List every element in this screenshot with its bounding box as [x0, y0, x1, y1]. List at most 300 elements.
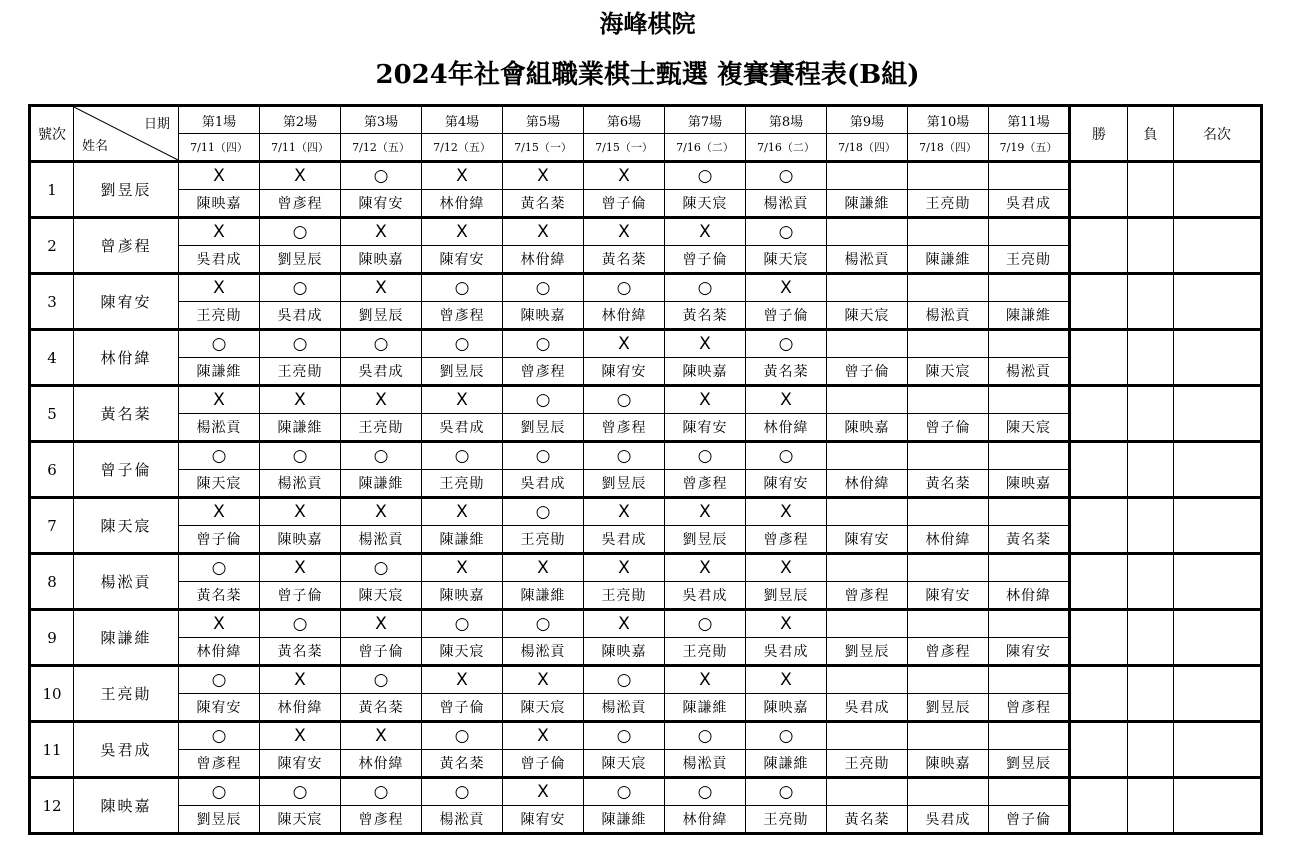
- game-result: [827, 722, 908, 750]
- opponent-name: 陳謙維: [746, 750, 827, 778]
- game-result: [827, 274, 908, 302]
- game-result: X: [179, 218, 260, 246]
- opponent-name: 林佾緯: [341, 750, 422, 778]
- date-name-diagonal-header: [74, 106, 179, 162]
- opponent-name: 曾彥程: [503, 358, 584, 386]
- opponent-name: 陳宥安: [665, 414, 746, 442]
- game-result: [827, 778, 908, 806]
- opponent-name: 王亮勛: [665, 638, 746, 666]
- game-result: X: [422, 218, 503, 246]
- game-result: X: [503, 218, 584, 246]
- opponent-name: 曾彥程: [584, 414, 665, 442]
- game-result: X: [584, 330, 665, 358]
- game-result: ○: [179, 722, 260, 750]
- opponent-name: 王亮勛: [341, 414, 422, 442]
- game-result: [908, 554, 989, 582]
- opponent-name: 楊淞貢: [584, 694, 665, 722]
- game-result: X: [341, 218, 422, 246]
- game-result: ○: [179, 442, 260, 470]
- round-date: 7/15（一）: [503, 134, 584, 162]
- col-loss-header: 負: [1128, 106, 1174, 162]
- player-result-row: [30, 666, 1262, 694]
- opponent-name: 黃名棻: [908, 470, 989, 498]
- game-result: ○: [341, 666, 422, 694]
- game-result: X: [665, 554, 746, 582]
- opponent-name: 陳映嘉: [908, 750, 989, 778]
- game-result: X: [746, 666, 827, 694]
- player-number: 4: [30, 330, 74, 386]
- player-number: 1: [30, 162, 74, 218]
- opponent-name: 黃名棻: [422, 750, 503, 778]
- win-cell: [1070, 610, 1128, 666]
- game-result: X: [260, 386, 341, 414]
- opponent-name: 吳君成: [584, 526, 665, 554]
- opponent-name: 陳天宸: [503, 694, 584, 722]
- opponent-name: 陳謙維: [260, 414, 341, 442]
- win-cell: [1070, 442, 1128, 498]
- opponent-name: 曾子倫: [260, 582, 341, 610]
- game-result: ○: [341, 162, 422, 190]
- opponent-name: 吳君成: [746, 638, 827, 666]
- opponent-name: 吳君成: [260, 302, 341, 330]
- opponent-name: 曾子倫: [989, 806, 1070, 834]
- player-number: 2: [30, 218, 74, 274]
- opponent-name: 林佾緯: [503, 246, 584, 274]
- opponent-name: 黃名棻: [665, 302, 746, 330]
- opponent-name: 林佾緯: [908, 526, 989, 554]
- game-result: X: [341, 274, 422, 302]
- opponent-name: 王亮勛: [179, 302, 260, 330]
- game-result: ○: [746, 330, 827, 358]
- game-result: X: [260, 666, 341, 694]
- game-result: X: [665, 330, 746, 358]
- opponent-name: 劉昱辰: [179, 806, 260, 834]
- opponent-name: 黃名棻: [179, 582, 260, 610]
- game-result: [908, 722, 989, 750]
- round-header: 第8場: [746, 106, 827, 134]
- player-name: 陳宥安: [74, 274, 179, 330]
- opponent-name: 劉昱辰: [584, 470, 665, 498]
- game-result: [908, 162, 989, 190]
- loss-cell: [1128, 778, 1174, 834]
- player-number: 3: [30, 274, 74, 330]
- game-result: X: [422, 554, 503, 582]
- game-result: ○: [341, 778, 422, 806]
- opponent-name: 曾彥程: [341, 806, 422, 834]
- schedule-table: [28, 104, 1263, 835]
- loss-cell: [1128, 218, 1174, 274]
- game-result: ○: [503, 442, 584, 470]
- game-result: X: [584, 218, 665, 246]
- player-result-row: [30, 442, 1262, 470]
- opponent-name: 曾彥程: [179, 750, 260, 778]
- opponent-name: 陳謙維: [503, 582, 584, 610]
- game-result: ○: [341, 554, 422, 582]
- player-number: 6: [30, 442, 74, 498]
- game-result: [989, 330, 1070, 358]
- col-seq-header: 號次: [30, 106, 74, 162]
- opponent-name: 王亮勛: [503, 526, 584, 554]
- game-result: ○: [341, 442, 422, 470]
- rank-cell: [1174, 722, 1262, 778]
- opponent-name: 吳君成: [908, 806, 989, 834]
- round-header: 第2場: [260, 106, 341, 134]
- round-header: 第6場: [584, 106, 665, 134]
- game-result: [827, 610, 908, 638]
- opponent-name: 王亮勛: [989, 246, 1070, 274]
- game-result: ○: [746, 722, 827, 750]
- opponent-name: 曾子倫: [584, 190, 665, 218]
- opponent-name: 陳宥安: [179, 694, 260, 722]
- round-header: 第10場: [908, 106, 989, 134]
- opponent-name: 陳宥安: [503, 806, 584, 834]
- game-result: ○: [665, 162, 746, 190]
- round-header: 第7場: [665, 106, 746, 134]
- game-result: [989, 442, 1070, 470]
- opponent-name: 陳天宸: [827, 302, 908, 330]
- opponent-name: 陳映嘉: [989, 470, 1070, 498]
- win-cell: [1070, 722, 1128, 778]
- game-result: [908, 330, 989, 358]
- game-result: X: [179, 274, 260, 302]
- opponent-name: 曾子倫: [503, 750, 584, 778]
- opponent-name: 陳謙維: [422, 526, 503, 554]
- opponent-name: 陳謙維: [908, 246, 989, 274]
- game-result: [908, 778, 989, 806]
- win-cell: [1070, 498, 1128, 554]
- game-result: X: [503, 162, 584, 190]
- opponent-name: 陳天宸: [665, 190, 746, 218]
- opponent-name: 陳謙維: [665, 694, 746, 722]
- game-result: ○: [260, 778, 341, 806]
- schedule-title: 2024年社會組職業棋士甄選 複賽賽程表(B組): [375, 60, 920, 90]
- opponent-name: 陳映嘉: [827, 414, 908, 442]
- player-name: 陳映嘉: [74, 778, 179, 834]
- game-result: ○: [503, 386, 584, 414]
- game-result: [908, 498, 989, 526]
- game-result: X: [179, 162, 260, 190]
- opponent-name: 陳謙維: [341, 470, 422, 498]
- opponent-name: 劉昱辰: [989, 750, 1070, 778]
- player-name: 黃名棻: [74, 386, 179, 442]
- game-result: ○: [503, 274, 584, 302]
- game-result: ○: [746, 442, 827, 470]
- player-result-row: [30, 554, 1262, 582]
- rank-cell: [1174, 218, 1262, 274]
- game-result: [827, 666, 908, 694]
- rank-cell: [1174, 610, 1262, 666]
- opponent-name: 林佾緯: [260, 694, 341, 722]
- opponent-name: 楊淞貢: [989, 358, 1070, 386]
- player-result-row: [30, 274, 1262, 302]
- opponent-name: 曾子倫: [422, 694, 503, 722]
- round-date: 7/16（二）: [665, 134, 746, 162]
- rank-cell: [1174, 274, 1262, 330]
- game-result: X: [341, 386, 422, 414]
- game-result: X: [179, 498, 260, 526]
- game-result: [827, 554, 908, 582]
- game-result: [989, 218, 1070, 246]
- player-result-row: [30, 722, 1262, 750]
- round-header: 第1場: [179, 106, 260, 134]
- col-win-header: 勝: [1070, 106, 1128, 162]
- game-result: ○: [665, 610, 746, 638]
- game-result: ○: [179, 554, 260, 582]
- opponent-name: 吳君成: [179, 246, 260, 274]
- opponent-name: 陳宥安: [584, 358, 665, 386]
- game-result: X: [260, 554, 341, 582]
- opponent-name: 陳謙維: [179, 358, 260, 386]
- opponent-name: 曾子倫: [827, 358, 908, 386]
- opponent-name: 曾彥程: [908, 638, 989, 666]
- game-result: X: [503, 666, 584, 694]
- game-result: [908, 442, 989, 470]
- opponent-name: 楊淞貢: [827, 246, 908, 274]
- game-result: X: [422, 386, 503, 414]
- game-result: [908, 274, 989, 302]
- opponent-name: 楊淞貢: [341, 526, 422, 554]
- diag-name-label: 姓名: [82, 139, 109, 154]
- game-result: ○: [665, 274, 746, 302]
- game-result: X: [341, 610, 422, 638]
- opponent-name: 林佾緯: [422, 190, 503, 218]
- game-result: X: [584, 554, 665, 582]
- game-result: [908, 386, 989, 414]
- opponent-name: 劉昱辰: [422, 358, 503, 386]
- opponent-name: 陳謙維: [989, 302, 1070, 330]
- game-result: ○: [584, 274, 665, 302]
- game-result: X: [422, 498, 503, 526]
- opponent-name: 曾彥程: [989, 694, 1070, 722]
- game-result: X: [665, 498, 746, 526]
- opponent-name: 林佾緯: [584, 302, 665, 330]
- opponent-name: 陳宥安: [908, 582, 989, 610]
- opponent-name: 林佾緯: [665, 806, 746, 834]
- player-name: 林佾緯: [74, 330, 179, 386]
- rank-cell: [1174, 554, 1262, 610]
- opponent-name: 曾彥程: [746, 526, 827, 554]
- game-result: ○: [665, 778, 746, 806]
- opponent-name: 王亮勛: [260, 358, 341, 386]
- opponent-name: 王亮勛: [827, 750, 908, 778]
- opponent-name: 陳映嘉: [746, 694, 827, 722]
- loss-cell: [1128, 162, 1174, 218]
- game-result: X: [665, 218, 746, 246]
- col-rank-header: 名次: [1174, 106, 1262, 162]
- opponent-name: 陳天宸: [422, 638, 503, 666]
- opponent-name: 曾子倫: [908, 414, 989, 442]
- opponent-name: 曾彥程: [422, 302, 503, 330]
- opponent-name: 劉昱辰: [503, 414, 584, 442]
- rank-cell: [1174, 442, 1262, 498]
- game-result: [908, 218, 989, 246]
- opponent-name: 陳宥安: [827, 526, 908, 554]
- game-result: X: [179, 386, 260, 414]
- game-result: [827, 162, 908, 190]
- game-result: ○: [260, 442, 341, 470]
- opponent-name: 黃名棻: [260, 638, 341, 666]
- opponent-name: 曾子倫: [341, 638, 422, 666]
- opponent-name: 陳天宸: [746, 246, 827, 274]
- round-date: 7/12（五）: [341, 134, 422, 162]
- opponent-name: 陳宥安: [260, 750, 341, 778]
- opponent-name: 吳君成: [827, 694, 908, 722]
- opponent-name: 陳宥安: [422, 246, 503, 274]
- round-date: 7/18（四）: [827, 134, 908, 162]
- opponent-name: 楊淞貢: [908, 302, 989, 330]
- game-result: ○: [584, 386, 665, 414]
- game-result: [827, 386, 908, 414]
- win-cell: [1070, 386, 1128, 442]
- game-result: X: [746, 554, 827, 582]
- game-result: X: [746, 498, 827, 526]
- game-result: ○: [179, 666, 260, 694]
- game-result: ○: [584, 442, 665, 470]
- game-result: X: [746, 610, 827, 638]
- round-date: 7/11（四）: [179, 134, 260, 162]
- loss-cell: [1128, 442, 1174, 498]
- opponent-name: 吳君成: [989, 190, 1070, 218]
- game-result: ○: [503, 498, 584, 526]
- game-result: X: [422, 666, 503, 694]
- player-name: 陳天宸: [74, 498, 179, 554]
- player-name: 王亮勛: [74, 666, 179, 722]
- game-result: [908, 610, 989, 638]
- rank-cell: [1174, 498, 1262, 554]
- player-result-row: [30, 218, 1262, 246]
- game-result: ○: [746, 162, 827, 190]
- game-result: X: [260, 162, 341, 190]
- game-result: X: [179, 610, 260, 638]
- game-result: [989, 274, 1070, 302]
- game-result: X: [584, 498, 665, 526]
- opponent-name: 曾彥程: [665, 470, 746, 498]
- opponent-name: 黃名棻: [827, 806, 908, 834]
- opponent-name: 曾子倫: [665, 246, 746, 274]
- opponent-name: 劉昱辰: [341, 302, 422, 330]
- round-date: 7/16（二）: [746, 134, 827, 162]
- game-result: ○: [746, 778, 827, 806]
- game-result: [827, 442, 908, 470]
- player-name: 陳謙維: [74, 610, 179, 666]
- game-result: ○: [422, 722, 503, 750]
- win-cell: [1070, 666, 1128, 722]
- opponent-name: 陳謙維: [827, 190, 908, 218]
- round-header: 第3場: [341, 106, 422, 134]
- game-result: ○: [503, 610, 584, 638]
- game-result: ○: [341, 330, 422, 358]
- opponent-name: 林佾緯: [746, 414, 827, 442]
- game-result: ○: [179, 778, 260, 806]
- opponent-name: 王亮勛: [584, 582, 665, 610]
- game-result: ○: [584, 722, 665, 750]
- player-name: 曾彥程: [74, 218, 179, 274]
- player-result-row: [30, 162, 1262, 190]
- round-header: 第9場: [827, 106, 908, 134]
- game-result: X: [260, 498, 341, 526]
- game-result: ○: [422, 778, 503, 806]
- opponent-name: 陳天宸: [584, 750, 665, 778]
- game-result: X: [422, 162, 503, 190]
- game-result: ○: [422, 442, 503, 470]
- rank-cell: [1174, 778, 1262, 834]
- opponent-name: 陳天宸: [989, 414, 1070, 442]
- game-result: ○: [422, 330, 503, 358]
- opponent-name: 王亮勛: [908, 190, 989, 218]
- opponent-name: 曾彥程: [260, 190, 341, 218]
- loss-cell: [1128, 498, 1174, 554]
- opponent-name: 黃名棻: [989, 526, 1070, 554]
- player-result-row: [30, 330, 1262, 358]
- rank-cell: [1174, 386, 1262, 442]
- opponent-name: 陳映嘉: [179, 190, 260, 218]
- game-result: [989, 778, 1070, 806]
- game-result: X: [746, 386, 827, 414]
- game-result: X: [665, 666, 746, 694]
- game-result: ○: [260, 274, 341, 302]
- game-result: [989, 722, 1070, 750]
- game-result: [827, 218, 908, 246]
- player-result-row: [30, 778, 1262, 806]
- opponent-name: 吳君成: [503, 470, 584, 498]
- game-result: ○: [746, 218, 827, 246]
- game-result: ○: [179, 330, 260, 358]
- opponent-name: 陳天宸: [179, 470, 260, 498]
- game-result: [827, 498, 908, 526]
- player-name: 楊淞貢: [74, 554, 179, 610]
- opponent-name: 王亮勛: [422, 470, 503, 498]
- opponent-name: 陳謙維: [584, 806, 665, 834]
- rank-cell: [1174, 330, 1262, 386]
- game-result: [989, 554, 1070, 582]
- opponent-name: 黃名棻: [341, 694, 422, 722]
- game-result: [989, 610, 1070, 638]
- opponent-name: 陳天宸: [908, 358, 989, 386]
- win-cell: [1070, 330, 1128, 386]
- game-result: ○: [260, 218, 341, 246]
- opponent-name: 林佾緯: [989, 582, 1070, 610]
- opponent-name: 陳宥安: [746, 470, 827, 498]
- opponent-name: 楊淞貢: [422, 806, 503, 834]
- opponent-name: 曾子倫: [179, 526, 260, 554]
- opponent-name: 黃名棻: [584, 246, 665, 274]
- win-cell: [1070, 218, 1128, 274]
- game-result: [989, 666, 1070, 694]
- opponent-name: 吳君成: [422, 414, 503, 442]
- loss-cell: [1128, 722, 1174, 778]
- game-result: X: [584, 610, 665, 638]
- game-result: ○: [422, 274, 503, 302]
- diag-date-label: 日期: [143, 117, 170, 132]
- game-result: ○: [584, 778, 665, 806]
- player-name: 曾子倫: [74, 442, 179, 498]
- round-date: 7/12（五）: [422, 134, 503, 162]
- player-number: 7: [30, 498, 74, 554]
- round-header: 第5場: [503, 106, 584, 134]
- loss-cell: [1128, 330, 1174, 386]
- round-date: 7/18（四）: [908, 134, 989, 162]
- opponent-name: 楊淞貢: [665, 750, 746, 778]
- opponent-name: 黃名棻: [503, 190, 584, 218]
- rank-cell: [1174, 162, 1262, 218]
- game-result: [827, 330, 908, 358]
- player-name: 吳君成: [74, 722, 179, 778]
- game-result: X: [341, 722, 422, 750]
- opponent-name: 楊淞貢: [503, 638, 584, 666]
- game-result: X: [260, 722, 341, 750]
- opponent-name: 林佾緯: [179, 638, 260, 666]
- loss-cell: [1128, 610, 1174, 666]
